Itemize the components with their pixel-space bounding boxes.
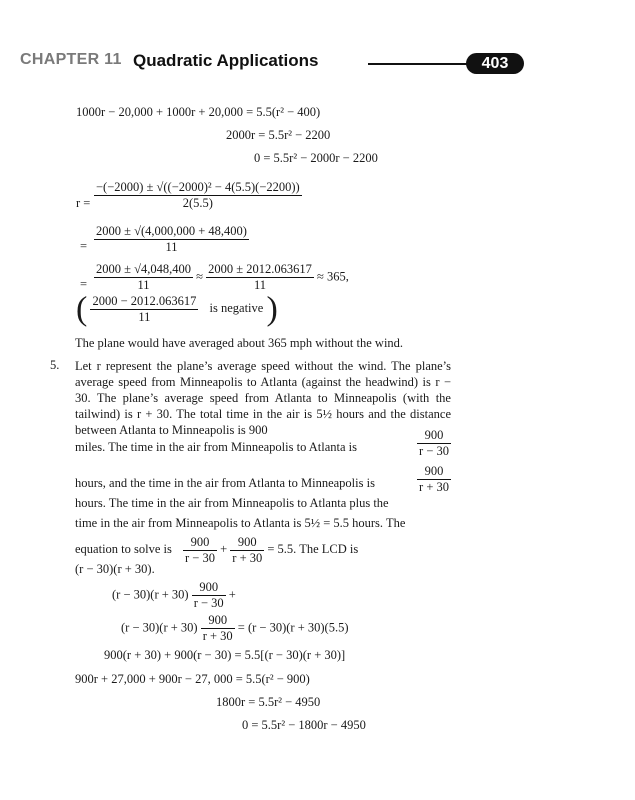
problem-line bbox=[75, 464, 451, 494]
equation-line: 0 = 5.5r² − 1800r − 4950 bbox=[242, 718, 366, 732]
approx-sign: ≈ bbox=[196, 269, 203, 284]
problem-line bbox=[75, 428, 451, 458]
problem-line bbox=[75, 530, 451, 566]
fraction-denominator: r − 30 bbox=[193, 596, 224, 610]
fraction-numerator: 2000 − 2012.063617 bbox=[92, 294, 197, 308]
fraction-denominator: r + 30 bbox=[419, 480, 449, 494]
equation-line: 0 = 5.5r² − 2000r − 2200 bbox=[254, 151, 378, 165]
negative-root-note bbox=[76, 290, 278, 328]
header-rule bbox=[368, 63, 468, 65]
problem-line: (r − 30)(r + 30). bbox=[75, 562, 155, 576]
equation-text: (r − 30)(r + 30) bbox=[112, 587, 189, 602]
fraction-numerator: 900 bbox=[192, 580, 226, 596]
fraction-numerator: −(−2000) ± √((−2000)² − 4(5.5)(−2200)) bbox=[96, 180, 300, 194]
equation-line bbox=[121, 613, 349, 644]
fraction-denominator: r + 30 bbox=[202, 629, 233, 643]
fraction-denominator: 11 bbox=[165, 240, 178, 254]
plus-sign: + bbox=[220, 542, 228, 556]
equation-line bbox=[112, 580, 236, 611]
fraction-numerator: 900 bbox=[417, 428, 451, 444]
fraction-numerator: 2000 ± 2012.063617 bbox=[208, 262, 312, 276]
conclusion-text: The plane would have averaged about 365 mph without the wind. bbox=[75, 336, 404, 350]
chapter-label: CHAPTER 11 bbox=[20, 51, 122, 68]
fraction-denominator: r − 30 bbox=[185, 550, 215, 565]
chapter-title: Quadratic Applications bbox=[133, 51, 319, 70]
equation-text: + bbox=[228, 587, 236, 602]
fraction-numerator: 900 bbox=[183, 535, 217, 551]
equation-line: 1000r − 20,000 + 1000r + 20,000 = 5.5(r² − 400) bbox=[76, 105, 321, 119]
problem-text: equation to solve is bbox=[75, 542, 172, 556]
problem-text: miles. The time in the air from Minneapolis to Atlanta is bbox=[75, 440, 358, 454]
formula-fraction bbox=[94, 224, 249, 255]
fraction-denominator: r − 30 bbox=[419, 444, 449, 458]
page-number-badge: 403 bbox=[466, 53, 524, 74]
fraction-denominator: 2(5.5) bbox=[182, 196, 213, 210]
fraction-numerator: 900 bbox=[230, 535, 264, 551]
r-equals: r = bbox=[76, 196, 91, 210]
fraction-denominator: r + 30 bbox=[232, 550, 263, 565]
equals-sign: = bbox=[80, 277, 88, 291]
fraction-numerator: 900 bbox=[417, 464, 451, 480]
problem-line: time in the air from Minneapolis to Atlanta is 5½ = 5.5 hours. The bbox=[75, 516, 406, 530]
fraction-numerator: 2000 ± √4,048,400 bbox=[96, 262, 191, 276]
formula-fraction bbox=[94, 262, 349, 293]
problem-paragraph: Let r represent the plane’s average speed without the wind. The plane’s average speed from Minneapolis to Atlanta (against the headwind) is r − 30. The plane’s average speed from Atlanta to Minneapolis (with the tailwind) is r + 30. The total time in the air is 5½ hours and the distance between Atlanta to Minneapolis is 900 bbox=[75, 359, 451, 437]
equation-line: 900(r + 30) + 900(r − 30) = 5.5[(r − 30)(r + 30)] bbox=[104, 648, 346, 662]
fraction-numerator: 900 bbox=[201, 613, 235, 629]
fraction-denominator: 11 bbox=[253, 278, 266, 292]
fraction-denominator: 11 bbox=[137, 278, 150, 292]
equation-text: = (r − 30)(r + 30)(5.5) bbox=[237, 620, 349, 635]
problem-line: hours. The time in the air from Minneapolis to Atlanta plus the bbox=[75, 496, 389, 510]
problem-text: hours, and the time in the air from Atlanta to Minneapolis is bbox=[75, 476, 375, 490]
problem-number: 5. bbox=[50, 358, 60, 372]
fraction-numerator: 2000 ± √(4,000,000 + 48,400) bbox=[96, 224, 247, 238]
right-paren: ) bbox=[266, 290, 278, 328]
problem-text: = 5.5. The LCD is bbox=[267, 542, 359, 556]
equation-line: 900r + 27,000 + 900r − 27, 000 = 5.5(r² − 900) bbox=[75, 672, 310, 686]
negative-text: is negative bbox=[209, 301, 264, 316]
left-paren: ( bbox=[76, 290, 88, 328]
equals-sign: = bbox=[80, 239, 88, 253]
equation-text: (r − 30)(r + 30) bbox=[121, 620, 198, 635]
equation-line: 1800r = 5.5r² − 4950 bbox=[216, 695, 321, 709]
approx-result: ≈ 365, bbox=[316, 269, 349, 284]
equation-line: 2000r = 5.5r² − 2200 bbox=[226, 128, 331, 142]
fraction-denominator: 11 bbox=[138, 310, 151, 324]
formula-fraction bbox=[94, 180, 302, 211]
